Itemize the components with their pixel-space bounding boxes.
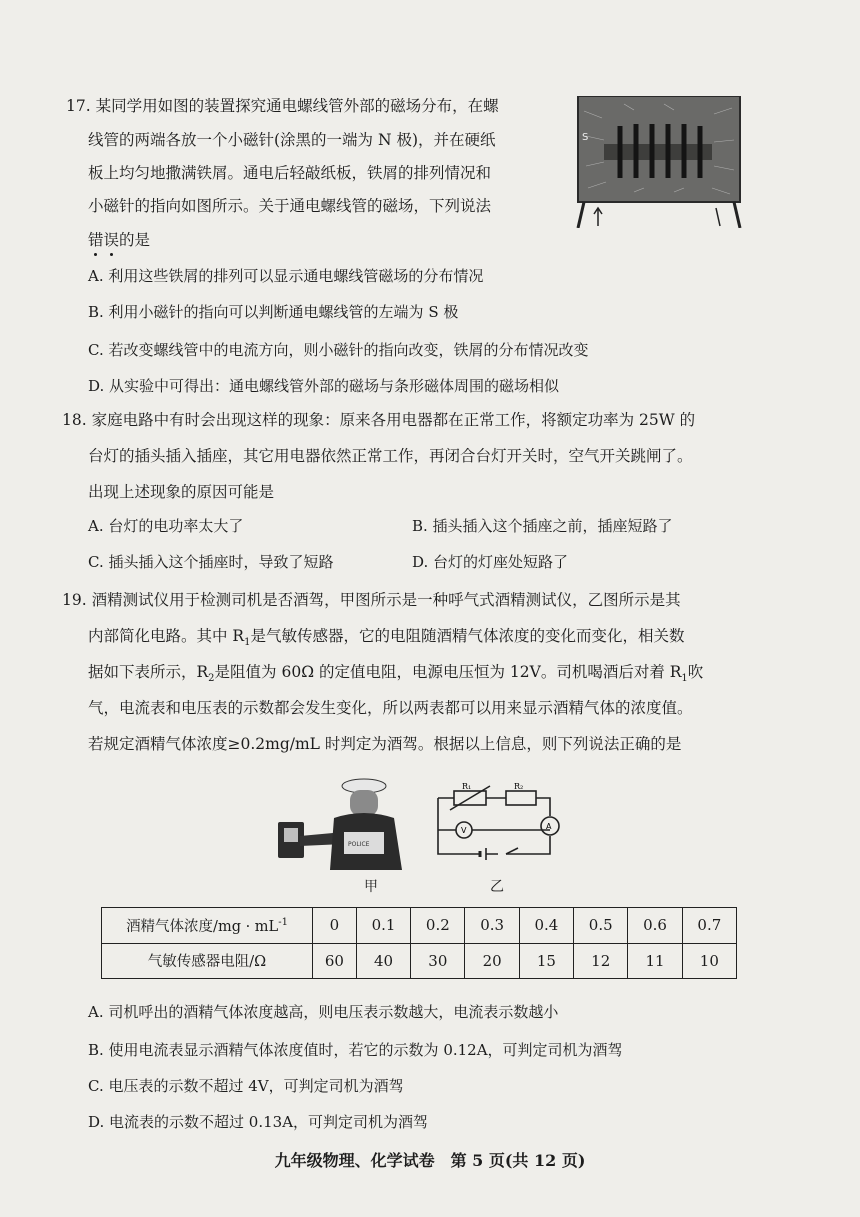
table-header-concentration [102,908,313,944]
q19-line-1: 19. 酒精测试仪用于检测司机是否酒驾，甲图所示是一种呼气式酒精测试仪，乙图所示是其 [62,591,681,609]
table-header-resistance: 气敏传感器电阻/Ω [102,943,313,979]
table-cell: 0.7 [682,908,736,944]
r1-label: R₁ [462,782,472,791]
r1-subscript: 1 [244,637,251,649]
table-cell: 15 [519,943,573,979]
q18-line-1: 18. 家庭电路中有时会出现这样的现象：原来各用电器都在正常工作，将额定功率为 25W 的 [62,411,696,429]
ammeter-label: A [546,822,552,831]
q19-option-c: C. 电压表的示数不超过 4V，可判定司机为酒驾 [88,1077,404,1095]
q19-line-2 [88,626,685,653]
figure-caption-yi: 乙 [490,879,504,895]
q17-emph-1: 错 [88,231,104,249]
q17-option-c: C. 若改变螺线管中的电流方向，则小磁针的指向改变，铁屑的分布情况改变 [88,341,589,359]
q17-line-4: 小磁针的指向如图所示。关于通电螺线管的磁场，下列说法 [88,197,492,215]
solenoid-photo [574,96,744,228]
q18-option-d: D. 台灯的灯座处短路了 [412,553,569,571]
q19-option-a: A. 司机呼出的酒精气体浓度越高，则电压表示数越大，电流表示数越小 [88,1003,559,1021]
figure-caption-jia: 甲 [364,879,378,895]
breathalyzer-officer-photo [278,778,406,870]
data-table [101,907,737,979]
table-cell: 30 [411,943,465,979]
concentration-header-sup: -1 [278,916,288,928]
table-cell: 10 [682,943,736,979]
q19-option-d: D. 电流表的示数不超过 0.13A，可判定司机为酒驾 [88,1113,429,1131]
table-cell: 60 [313,943,357,979]
s-pole-mark: S [582,132,589,143]
page-footer: 九年级物理、化学试卷 第 5 页(共 12 页) [274,1151,586,1170]
q19-line-2-b: 是气敏传感器，它的电阻随酒精气体浓度的变化而变化，相关数 [250,627,685,645]
table-cell: 0 [313,908,357,944]
q18-option-a: A. 台灯的电功率太大了 [88,517,244,535]
q17-line-2: 线管的两端各放一个小磁针(涂黑的一端为 N 极)，并在硬纸 [88,131,496,149]
r1-subscript-2: 1 [681,673,688,685]
q17-option-b: B. 利用小磁针的指向可以判断通电螺线管的左端为 S 极 [88,303,459,321]
circuit-diagram [432,780,562,864]
table-cell: 20 [465,943,519,979]
q17-option-a: A. 利用这些铁屑的排列可以显示通电螺线管磁场的分布情况 [88,267,484,285]
table-cell: 0.5 [574,908,628,944]
r2-label: R₂ [514,782,524,791]
table-cell: 40 [356,943,410,979]
r2-subscript: 2 [208,673,215,685]
q18-option-c: C. 插头插入这个插座时，导致了短路 [88,553,334,571]
svg-text:POLICE: POLICE [348,841,370,848]
q17-line-3: 板上均匀地撒满铁屑。通电后轻敲纸板，铁屑的排列情况和 [88,164,492,182]
table-cell: 0.1 [356,908,410,944]
table-cell: 0.4 [519,908,573,944]
q19-option-b: B. 使用电流表显示酒精气体浓度值时，若它的示数为 0.12A，可判定司机为酒驾 [88,1041,623,1059]
table-cell: 0.6 [628,908,682,944]
q17-line-1: 17. 某同学用如图的装置探究通电螺线管外部的磁场分布，在螺 [66,97,499,115]
q17-line-5-rest: 的是 [119,231,151,249]
q19-line-4: 气，电流表和电压表的示数都会发生变化，所以两表都可以用来显示酒精气体的浓度值。 [88,699,693,717]
q17-emph-2: 误 [103,231,120,249]
table-row [102,908,737,944]
voltmeter-label: V [461,826,467,835]
q19-line-3 [88,662,703,689]
q19-line-5: 若规定酒精气体浓度≥0.2mg/mL 时判定为酒驾。根据以上信息，则下列说法正确的是 [88,735,682,753]
q19-line-2-a: 内部简化电路。其中 R [88,627,245,645]
table-cell: 12 [574,943,628,979]
concentration-header-text: 酒精气体浓度/mg · mL [126,918,279,935]
q17-line-5 [88,230,588,250]
q19-line-3-c: 吹 [687,663,704,681]
table-cell: 0.3 [465,908,519,944]
q17-option-d: D. 从实验中可得出：通电螺线管外部的磁场与条形磁体周围的磁场相似 [88,377,560,395]
q18-line-3: 出现上述现象的原因可能是 [88,483,275,501]
table-cell: 0.2 [411,908,465,944]
q18-option-b: B. 插头插入这个插座之前，插座短路了 [412,517,673,535]
q19-line-3-a: 据如下表所示，R [88,663,209,681]
table-row [102,943,737,979]
table-cell: 11 [628,943,682,979]
q19-line-3-b: 是阻值为 60Ω 的定值电阻，电源电压恒为 12V。司机喝酒后对着 R [214,663,682,681]
q18-line-2: 台灯的插头插入插座，其它用电器依然正常工作，再闭合台灯开关时，空气开关跳闸了。 [88,447,693,465]
